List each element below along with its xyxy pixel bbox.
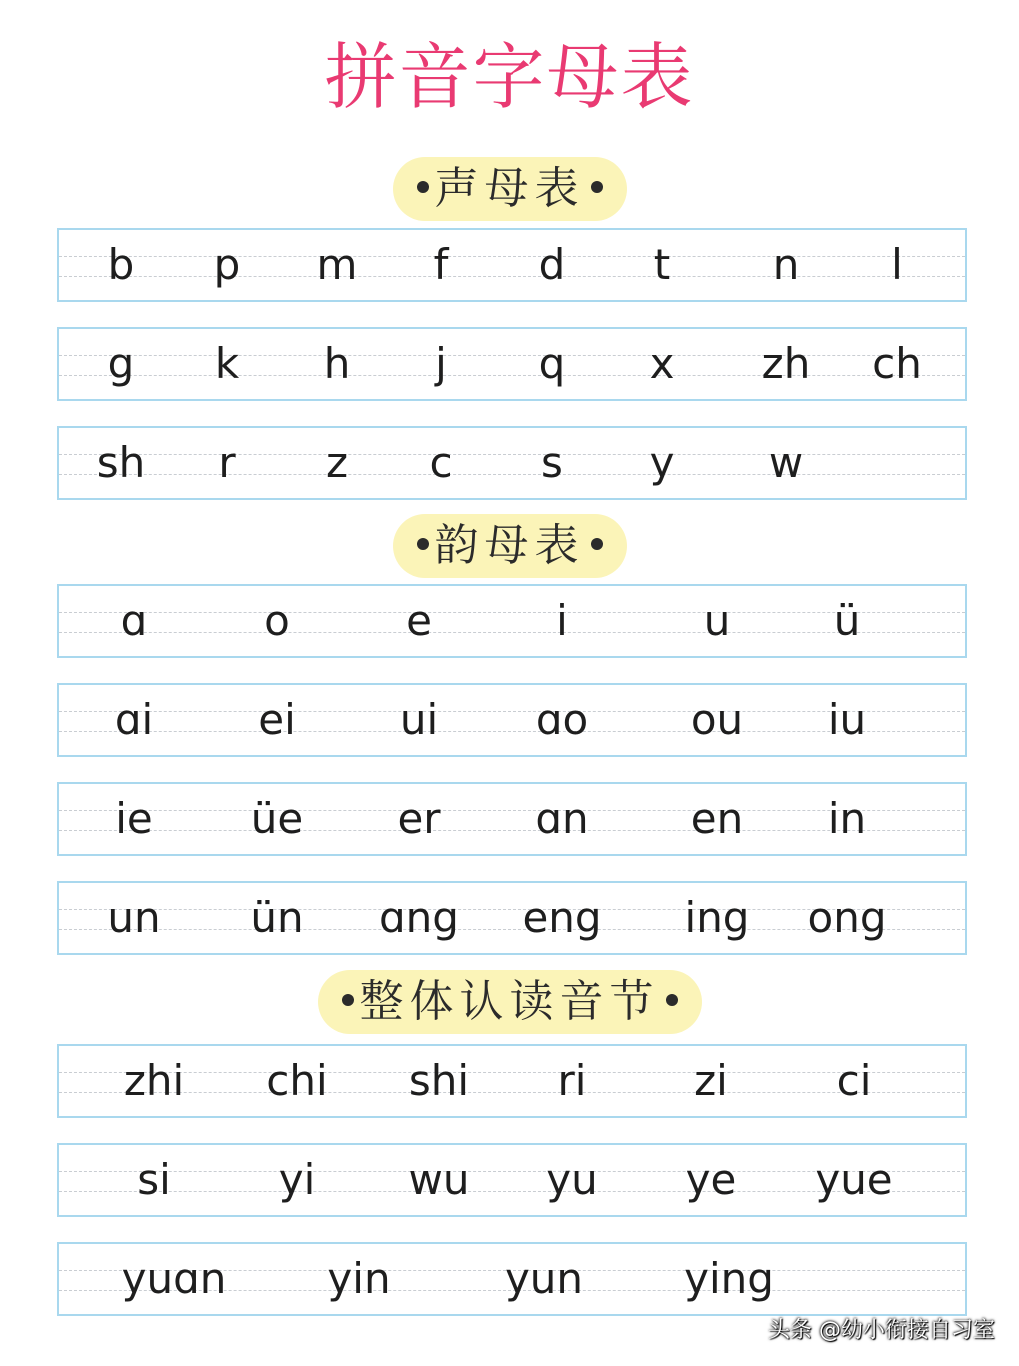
- bullet-dot-icon: [417, 538, 429, 550]
- pinyin-cell: üe: [250, 794, 304, 843]
- pinyin-cell: k: [214, 339, 240, 388]
- pinyin-cell: s: [541, 438, 563, 487]
- pinyin-cell: ɑi: [114, 695, 154, 744]
- section-header-initials: [0, 157, 1019, 221]
- pinyin-row-initials-3: [57, 426, 967, 500]
- pinyin-cell: si: [137, 1155, 171, 1204]
- pinyin-cell: yun: [504, 1254, 584, 1303]
- pinyin-cell: ong: [807, 893, 887, 942]
- pinyin-cell: t: [653, 240, 671, 289]
- section-pill-initials: [393, 157, 627, 221]
- section-label-whole: 整体认读音节: [359, 976, 660, 1027]
- pinyin-cell: y: [649, 438, 675, 487]
- pinyin-cell: ün: [250, 893, 304, 942]
- pinyin-row-whole-2: [57, 1143, 967, 1217]
- pinyin-cell: ie: [115, 794, 153, 843]
- pinyin-cell: ying: [684, 1254, 774, 1303]
- pinyin-cell: ou: [690, 695, 744, 744]
- pinyin-cell: o: [264, 596, 290, 645]
- pinyin-cell: yuɑn: [121, 1254, 227, 1303]
- pinyin-cell: sh: [96, 438, 146, 487]
- pinyin-cell: ü: [833, 596, 861, 645]
- pinyin-cell: m: [316, 240, 358, 289]
- pinyin-cell: wu: [408, 1155, 470, 1204]
- section-label-finals: 韵母表: [434, 520, 585, 571]
- pinyin-row-whole-3: [57, 1242, 967, 1316]
- pinyin-cell: f: [433, 240, 449, 289]
- pinyin-cell: i: [556, 596, 568, 645]
- pinyin-cell: l: [891, 240, 903, 289]
- pinyin-cell: shi: [408, 1056, 470, 1105]
- pinyin-cell: yi: [278, 1155, 316, 1204]
- pinyin-row-finals-2: [57, 683, 967, 757]
- pinyin-cell: chi: [266, 1056, 328, 1105]
- pinyin-cell: h: [323, 339, 351, 388]
- pinyin-cell: eng: [522, 893, 602, 942]
- pinyin-row-whole-1: [57, 1044, 967, 1118]
- page-title: 拼音字母表: [324, 35, 695, 119]
- pinyin-cell: un: [107, 893, 161, 942]
- pinyin-cell: w: [768, 438, 804, 487]
- pinyin-cell: yue: [815, 1155, 893, 1204]
- pinyin-cell: b: [107, 240, 135, 289]
- pinyin-cell: zi: [694, 1056, 728, 1105]
- pinyin-cell: r: [218, 438, 236, 487]
- section-header-finals: [0, 514, 1019, 578]
- pinyin-row-finals-1: [57, 584, 967, 658]
- section-pill-finals: [393, 514, 627, 578]
- pinyin-cell: zhi: [123, 1056, 185, 1105]
- pinyin-cell: ye: [685, 1155, 737, 1204]
- pinyin-cell: q: [538, 339, 566, 388]
- bullet-dot-icon: [417, 181, 429, 193]
- pinyin-cell: ci: [836, 1056, 872, 1105]
- pinyin-cell: in: [827, 794, 867, 843]
- pinyin-cell: ɑn: [535, 794, 589, 843]
- pinyin-cell: ri: [557, 1056, 587, 1105]
- pinyin-cell: ɑ: [120, 596, 148, 645]
- pinyin-cell: n: [772, 240, 800, 289]
- pinyin-cell: p: [213, 240, 241, 289]
- pinyin-cell: g: [107, 339, 135, 388]
- bullet-dot-icon: [666, 994, 678, 1006]
- bullet-dot-icon: [591, 538, 603, 550]
- watermark: 头条 @幼小衔接自习室: [768, 1318, 995, 1343]
- section-header-whole: [0, 970, 1019, 1034]
- pinyin-cell: ui: [399, 695, 439, 744]
- pinyin-cell: ɑo: [535, 695, 589, 744]
- pinyin-row-initials-1: [57, 228, 967, 302]
- pinyin-cell: u: [703, 596, 731, 645]
- section-pill-whole: [318, 970, 702, 1034]
- pinyin-cell: yu: [546, 1155, 598, 1204]
- pinyin-cell: z: [325, 438, 349, 487]
- pinyin-cell: zh: [761, 339, 811, 388]
- pinyin-row-initials-2: [57, 327, 967, 401]
- pinyin-cell: iu: [827, 695, 867, 744]
- pinyin-cell: x: [649, 339, 675, 388]
- bullet-dot-icon: [591, 181, 603, 193]
- pinyin-cell: ing: [684, 893, 750, 942]
- bullet-dot-icon: [342, 994, 354, 1006]
- pinyin-cell: ɑng: [379, 893, 459, 942]
- pinyin-cell: d: [538, 240, 566, 289]
- pinyin-cell: er: [397, 794, 441, 843]
- section-label-initials: 声母表: [434, 163, 585, 214]
- pinyin-row-finals-4: [57, 881, 967, 955]
- pinyin-cell: yin: [327, 1254, 391, 1303]
- pinyin-row-finals-3: [57, 782, 967, 856]
- pinyin-cell: en: [690, 794, 744, 843]
- pinyin-cell: c: [429, 438, 453, 487]
- pinyin-cell: j: [435, 339, 447, 388]
- pinyin-cell: ei: [258, 695, 296, 744]
- pinyin-cell: ch: [872, 339, 922, 388]
- pinyin-cell: e: [406, 596, 432, 645]
